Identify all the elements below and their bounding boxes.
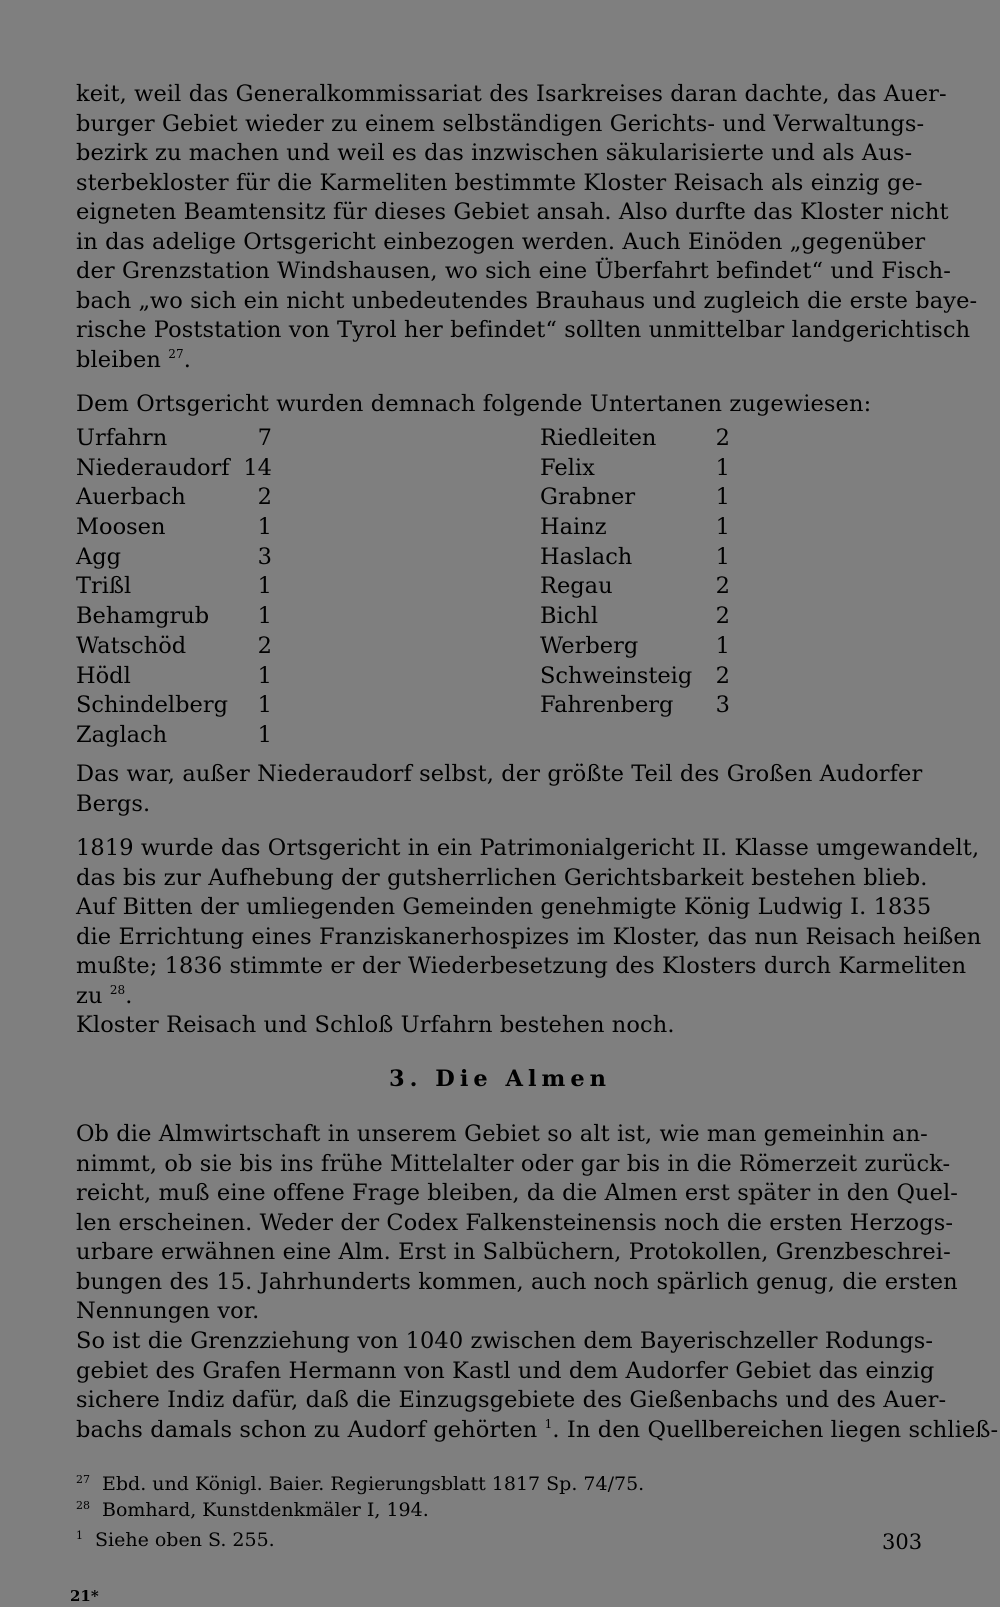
paragraph-2 <box>76 760 926 819</box>
list-intro <box>76 390 926 420</box>
footnote <box>76 1524 275 1552</box>
list-item <box>76 483 296 513</box>
text-line: len erscheinen. Weder der Codex Falkensteinensis noch die ersten Herzogs- <box>76 1209 954 1236</box>
text-line: eigneten Beamtensitz für dieses Gebiet ansah. Also durfte das Kloster nicht <box>76 199 949 225</box>
list-item <box>540 513 760 543</box>
footnote-text: Ebd. und Königl. Baier. Regierungsblatt 1817 Sp. 74/75. <box>102 1473 645 1495</box>
section-heading: 3. Die Almen <box>388 1066 611 1092</box>
subject-name: Trißl <box>76 573 132 600</box>
text-fragment: bachs damals schon zu Audorf gehörten <box>76 1416 538 1443</box>
list-item <box>76 513 296 543</box>
paragraph-6 <box>76 1327 999 1445</box>
subject-count: 1 <box>715 454 730 481</box>
subject-name: Fahrenberg <box>540 692 674 719</box>
text-line: urbare erwähnen eine Alm. Erst in Salbüchern, Protokollen, Grenzbeschrei- <box>76 1239 951 1265</box>
list-item <box>76 454 296 484</box>
footnote-mark: 28 <box>76 1499 90 1512</box>
list-item <box>540 424 760 454</box>
subject-count: 2 <box>715 603 730 630</box>
text-line: mußte; 1836 stimmte er der Wiederbesetzung des Klosters durch Karmeliten <box>76 953 967 979</box>
subject-name: Schweinsteig <box>540 662 693 689</box>
list-item <box>76 632 296 662</box>
text-line: So ist die Grenzziehung von 1040 zwischen dem Bayerischzeller Rodungs- <box>76 1328 934 1354</box>
subject-count: 1 <box>715 484 730 511</box>
subject-name: Haslach <box>540 543 633 570</box>
subjects-list-right <box>540 424 760 721</box>
subject-count: 1 <box>715 543 730 570</box>
text-line: keit, weil das Generalkommissariat des Isarkreises daran dachte, das Auer- <box>76 81 947 107</box>
text-line: Ob die Almwirtschaft in unserem Gebiet so alt ist, wie man gemeinhin an- <box>76 1121 928 1147</box>
list-item <box>76 543 296 573</box>
text-line: Bergs. <box>76 790 151 817</box>
text-line: nimmt, ob sie bis ins frühe Mittelalter oder gar bis in die Römerzeit zurück- <box>76 1150 951 1177</box>
text-line: die Errichtung eines Franziskanerhospizes im Kloster, das nun Reisach heißen <box>76 923 982 950</box>
subject-name: Bichl <box>540 603 599 630</box>
text-line: burger Gebiet wieder zu einem selbständigen Gerichts- und Verwaltungs- <box>76 110 925 137</box>
subject-count: 7 <box>257 425 272 451</box>
text-line: Dem Ortsgericht wurden demnach folgende Untertanen zugewiesen: <box>76 391 872 417</box>
subject-name: Moosen <box>76 514 166 541</box>
subject-count: 3 <box>715 692 730 719</box>
paragraph-4 <box>76 1011 926 1041</box>
text-line: sichere Indiz dafür, daß die Einzugsgebiete des Gießenbachs und des Auer- <box>76 1387 947 1413</box>
subject-name: Watschöd <box>76 632 187 659</box>
footnote-text: Siehe oben S. 255. <box>95 1529 275 1551</box>
subject-count: 1 <box>715 632 730 659</box>
text-line: Kloster Reisach und Schloß Urfahrn bestehen noch. <box>76 1012 675 1038</box>
subject-name: Hainz <box>540 514 607 541</box>
text-line: sterbekloster für die Karmeliten bestimmte Kloster Reisach als einzig ge- <box>76 169 923 196</box>
subject-count: 14 <box>243 454 272 481</box>
list-item <box>540 454 760 484</box>
footnote-ref: 27 <box>168 346 184 361</box>
list-item <box>540 691 760 721</box>
footnote-mark: 27 <box>76 1473 90 1486</box>
text-line: reicht, muß eine offene Frage bleiben, da die Almen erst später in den Quel- <box>76 1180 959 1206</box>
text-line <box>76 346 926 376</box>
list-item <box>76 691 296 721</box>
sheet-signature: 21* <box>70 1587 99 1605</box>
text-line: rische Poststation von Tyrol her befindet“ sollten unmittelbar landgerichtisch <box>76 317 971 343</box>
footnote <box>76 1494 429 1522</box>
subject-name: Werberg <box>540 632 639 659</box>
subject-name: Felix <box>540 454 595 481</box>
subject-count: 1 <box>257 603 272 630</box>
text-line: bezirk zu machen und weil es das inzwischen säkularisierte und als Aus- <box>76 140 913 166</box>
footnote-mark: 1 <box>76 1529 83 1542</box>
text-line: der Grenzstation Windshausen, wo sich eine Überfahrt befindet“ und Fisch- <box>76 258 951 284</box>
footnote-ref: 1 <box>544 1416 553 1431</box>
text-line: bungen des 15. Jahrhunderts kommen, auch noch spärlich genug, die ersten <box>76 1268 958 1295</box>
text-line: gebiet des Grafen Hermann von Kastl und dem Audorfer Gebiet das einzig <box>76 1357 935 1384</box>
subject-count: 2 <box>715 425 730 451</box>
subject-name: Schindelberg <box>76 692 228 719</box>
list-item <box>540 662 760 692</box>
subjects-list-left <box>76 424 296 751</box>
list-item <box>76 572 296 602</box>
paragraph-1 <box>76 80 978 375</box>
list-item <box>76 721 296 751</box>
subject-name: Behamgrub <box>76 603 210 630</box>
subject-count: 2 <box>715 573 730 600</box>
text-fragment: . In den Quellbereichen liegen schließ- <box>552 1416 999 1443</box>
list-item <box>76 662 296 692</box>
text-line: bach „wo sich ein nicht unbedeutendes Brauhaus und zugleich die erste baye- <box>76 287 978 314</box>
subject-count: 3 <box>257 543 272 570</box>
list-item <box>540 483 760 513</box>
list-item <box>76 602 296 632</box>
text-line <box>76 982 926 1012</box>
text-line: in das adelige Ortsgericht einbezogen werden. Auch Einöden „gegenüber <box>76 228 926 255</box>
text-line: Das war, außer Niederaudorf selbst, der größte Teil des Großen Audorfer <box>76 761 923 787</box>
footnote <box>76 1468 644 1496</box>
subject-name: Grabner <box>540 484 636 511</box>
list-item <box>540 632 760 662</box>
subject-count: 2 <box>257 484 272 511</box>
subject-name: Zaglach <box>76 721 168 748</box>
text-fragment: . <box>183 346 192 373</box>
subject-name: Niederaudorf <box>76 454 230 481</box>
text-line: 1819 wurde das Ortsgericht in ein Patrimonialgericht II. Klasse umgewandelt, <box>76 835 980 861</box>
subject-count: 1 <box>257 573 272 600</box>
footnote-ref: 28 <box>109 982 126 997</box>
text-line: Auf Bitten der umliegenden Gemeinden genehmigte König Ludwig I. 1835 <box>76 894 932 920</box>
page-number: 303 <box>882 1530 923 1554</box>
subject-count: 1 <box>257 514 272 541</box>
subject-name: Regau <box>540 573 613 600</box>
subject-count: 1 <box>257 692 272 719</box>
list-item <box>540 602 760 632</box>
paragraph-5 <box>76 1120 959 1327</box>
text-fragment: bleiben <box>76 346 162 373</box>
text-line <box>76 1416 999 1446</box>
list-item <box>540 543 760 573</box>
subject-count: 1 <box>257 662 272 689</box>
footnote-text: Bomhard, Kunstdenkmäler I, 194. <box>102 1499 429 1521</box>
text-line: das bis zur Aufhebung der gutsherrlichen Gerichtsbarkeit bestehen blieb. <box>76 864 928 891</box>
subject-name: Agg <box>76 543 122 570</box>
text-fragment: . <box>125 982 133 1009</box>
subject-count: 2 <box>715 662 730 689</box>
subject-name: Hödl <box>76 662 131 689</box>
list-item <box>76 424 296 454</box>
text-fragment: zu <box>76 982 103 1009</box>
text-line: Nennungen vor. <box>76 1298 260 1324</box>
subject-name: Urfahrn <box>76 425 168 451</box>
subject-name: Riedleiten <box>540 425 657 451</box>
subject-name: Auerbach <box>76 484 186 511</box>
subject-count: 1 <box>715 514 730 541</box>
paragraph-3 <box>76 834 982 1011</box>
list-item <box>540 572 760 602</box>
subject-count: 2 <box>257 632 272 659</box>
subject-count: 1 <box>257 721 272 748</box>
